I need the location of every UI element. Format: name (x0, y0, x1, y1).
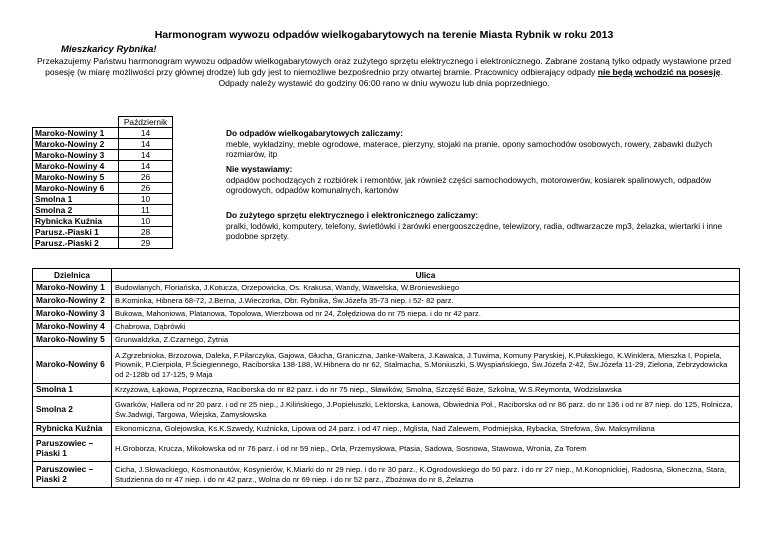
streets-row (33, 334, 740, 347)
schedule-row (33, 150, 173, 161)
intro-text-1: Przekazujemy Państwu harmonogram wywozu odpadów wielkogabarytowych oraz zużytego sprzętu elektrycznego i elektronicznego. Zabrane zostaną tylko odpady wystawione przed posesję (w miarę możliwości przy głównej drodze) lub gdy jest to niemożliwe bezpośrednio przy otwartej bramie. Pracownicy odbierający odpady (36, 56, 732, 77)
schedule-district: Smolna 1 (33, 194, 119, 205)
schedule-header-blank (33, 117, 119, 128)
page-title: Harmonogram wywozu odpadów wielkogabarytowych na terenie Miasta Rybnik w roku 2013 (154, 29, 614, 41)
street-district: Maroko-Nowiny 4 (33, 321, 112, 334)
street-district: Maroko-Nowiny 6 (33, 347, 112, 384)
schedule-row (33, 227, 173, 238)
street-district: Maroko-Nowiny 5 (33, 334, 112, 347)
schedule-day: 26 (119, 172, 173, 183)
street-district: Maroko-Nowiny 1 (33, 282, 112, 295)
intro-text-2: . Odpady należy wystawić do godziny 06:00 rano w dniu wywozu lub dnia poprzedniego. (218, 67, 723, 88)
streets-row (33, 347, 740, 384)
schedule-table (32, 116, 173, 249)
schedule-row (33, 183, 173, 194)
info-heading: Nie wystawiamy: (226, 164, 293, 174)
schedule-row (33, 161, 173, 172)
schedule-day: 14 (119, 150, 173, 161)
street-district: Smolna 2 (33, 397, 112, 423)
schedule-day: 14 (119, 161, 173, 172)
street-list: Krzyżowa, Łąkowa, Poprzeczna, Raciborska do nr 82 parz. i do nr 75 niep., Sławików, Smolna, Szczęść Boże, Szkolna, W.S.Reymonta, Wodzisławska (112, 384, 740, 397)
schedule-row (33, 172, 173, 183)
schedule-district: Maroko-Nowiny 4 (33, 161, 119, 172)
info-electronics (226, 210, 746, 242)
streets-row (33, 423, 740, 436)
street-list: Chabrowa, Dąbrówki (112, 321, 740, 334)
intro-paragraph (32, 56, 736, 89)
schedule-day: 29 (119, 238, 173, 249)
info-not-accepted (226, 164, 746, 196)
schedule-day: 14 (119, 128, 173, 139)
schedule-row (33, 238, 173, 249)
info-bulky-waste (226, 128, 746, 160)
street-list: Budowlanych, Floriańska, J.Kotucza, Orzepowicka, Os. Krakusa, Wandy, Wawelska, W.Broniewskiego (112, 282, 740, 295)
schedule-district: Rybnicka Kuźnia (33, 216, 119, 227)
info-heading: Do zużytego sprzętu elektrycznego i elektronicznego zaliczamy: (226, 210, 479, 220)
streets-row (33, 321, 740, 334)
street-list: Cicha, J.Słowackiego, Kosmonautów, Kosynierów, K.Miarki do nr 29 niep. i do nr 30 parz., K.Ogrodowskiego do 50 parz. i do nr 27 niep., M.Konopnickiej, Radosna, Słoneczna, Stara, Studzienna do nr 47 niep. i do nr 42 parz., Wolna do nr 69 niep. i do nr 52 parz., Zbożowa do nr 8, Żelazna (112, 462, 740, 488)
streets-row (33, 436, 740, 462)
schedule-day: 14 (119, 139, 173, 150)
street-list: Gwarków, Hallera od nr 20 parz. i od nr 25 niep., J.Kilińskiego, J.Popiełuszki, Lektorska, Łanowa, Obwiednia Poł., Raciborska od nr 86 parz. do nr 136 i od nr 87 niep. do 125, Rolnicza, Św.Jadwigi, Targowa, Wiejska, Zamysłowska (112, 397, 740, 423)
schedule-district: Maroko-Nowiny 2 (33, 139, 119, 150)
streets-row (33, 397, 740, 423)
schedule-row (33, 128, 173, 139)
streets-row (33, 462, 740, 488)
street-list: H.Groborza, Krucza, Mikołowska od nr 76 parz. i od nr 59 niep., Orla, Przemysłowa, Ptasia, Sadowa, Sosnowa, Stawowa, Wronia, Za Torem (112, 436, 740, 462)
street-list: Ekonomiczna, Golejowska, Ks.K.Szwedy, Kuźnicka, Lipowa od 24 parz. i od 47 niep., Mglista, Nad Zalewem, Podmiejska, Rybacka, Strefowa, Św. Maksymiliana (112, 423, 740, 436)
street-district: Smolna 1 (33, 384, 112, 397)
schedule-day: 10 (119, 216, 173, 227)
streets-row (33, 295, 740, 308)
schedule-district: Parusz.-Piaski 2 (33, 238, 119, 249)
street-district: Paruszowiec – Piaski 1 (33, 436, 112, 462)
street-list: B.Kominka, Hibnera 68-72, J.Berna, J.Wieczorka, Obr. Rybnika, Św.Józefa 35-73 niep. i 52- 82 parz. (112, 295, 740, 308)
street-district: Rybnicka Kuźnia (33, 423, 112, 436)
schedule-district: Smolna 2 (33, 205, 119, 216)
schedule-day: 28 (119, 227, 173, 238)
street-list: Grunwaldzka, Z.Czarnego, Żytnia (112, 334, 740, 347)
info-text: meble, wykładziny, meble ogrodowe, materace, pierzyny, stojaki na pranie, opony samochodów osobowych, rowery, zabawki dużych rozmiarów, itp (226, 138, 713, 159)
schedule-day: 11 (119, 205, 173, 216)
schedule-district: Parusz.-Piaski 1 (33, 227, 119, 238)
schedule-row (33, 216, 173, 227)
schedule-header-row (33, 117, 173, 128)
streets-header-row (33, 269, 740, 282)
schedule-district: Maroko-Nowiny 3 (33, 150, 119, 161)
street-list: Bukowa, Mahoniowa, Platanowa, Topolowa, Wierzbowa od nr 24, Żołędziowa do nr 75 niepa. i do nr 42 parz. (112, 308, 740, 321)
schedule-day: 26 (119, 183, 173, 194)
streets-row (33, 308, 740, 321)
schedule-row (33, 139, 173, 150)
schedule-row (33, 205, 173, 216)
schedule-district: Maroko-Nowiny 1 (33, 128, 119, 139)
info-text: odpadów pochodzących z rozbiórek i remontów, jak również części samochodowych, motorowerów, kosiarek spalinowych, odpadów ogrodowych, odpadów komunalnych, kartonów (226, 174, 712, 195)
streets-row (33, 282, 740, 295)
street-district: Maroko-Nowiny 3 (33, 308, 112, 321)
info-heading: Do odpadów wielkogabarytowych zaliczamy: (226, 128, 404, 138)
street-list: A.Zgrzebnioka, Brzozowa, Daleka, F.Pilarczyka, Gajowa, Głucha, Graniczna, Janke-Waltera, J.Kawalca, J.Tuwima, Komuny Paryskiej, K.Pułaskiego, K.Winklera, Mieszka I, Popiela, Piownik, P.Cierpioła, P.Ściegiennego, Raciborska 138-188, W.Hibnera do nr 62, Stalmacha, S.Moniuszki, S.Wyspiańskiego, Św.Józefa 2-42, Św.Józefa 11-29, Zielona, Zebrzydowicka od 2-128b od 17-125, 9 Maja (112, 347, 740, 384)
schedule-day: 10 (119, 194, 173, 205)
schedule-district: Maroko-Nowiny 5 (33, 172, 119, 183)
intro-emphasis: nie będą wchodzić na posesję (597, 67, 721, 77)
streets-table (32, 268, 740, 488)
district-column-header: Dzielnica (33, 269, 112, 282)
street-district: Maroko-Nowiny 2 (33, 295, 112, 308)
schedule-district: Maroko-Nowiny 6 (33, 183, 119, 194)
streets-row (33, 384, 740, 397)
street-district: Paruszowiec – Piaski 2 (33, 462, 112, 488)
schedule-month-header: Październik (119, 117, 173, 128)
greeting: Mieszkańcy Rybnika! (61, 44, 157, 55)
street-column-header: Ulica (112, 269, 740, 282)
info-text: pralki, lodówki, komputery, telefony, świetlówki i żarówki energooszczędne, telewizory, radia, odtwarzacze mp3, żelazka, wiertarki i inne podobne sprzęty. (226, 220, 723, 241)
schedule-row (33, 194, 173, 205)
